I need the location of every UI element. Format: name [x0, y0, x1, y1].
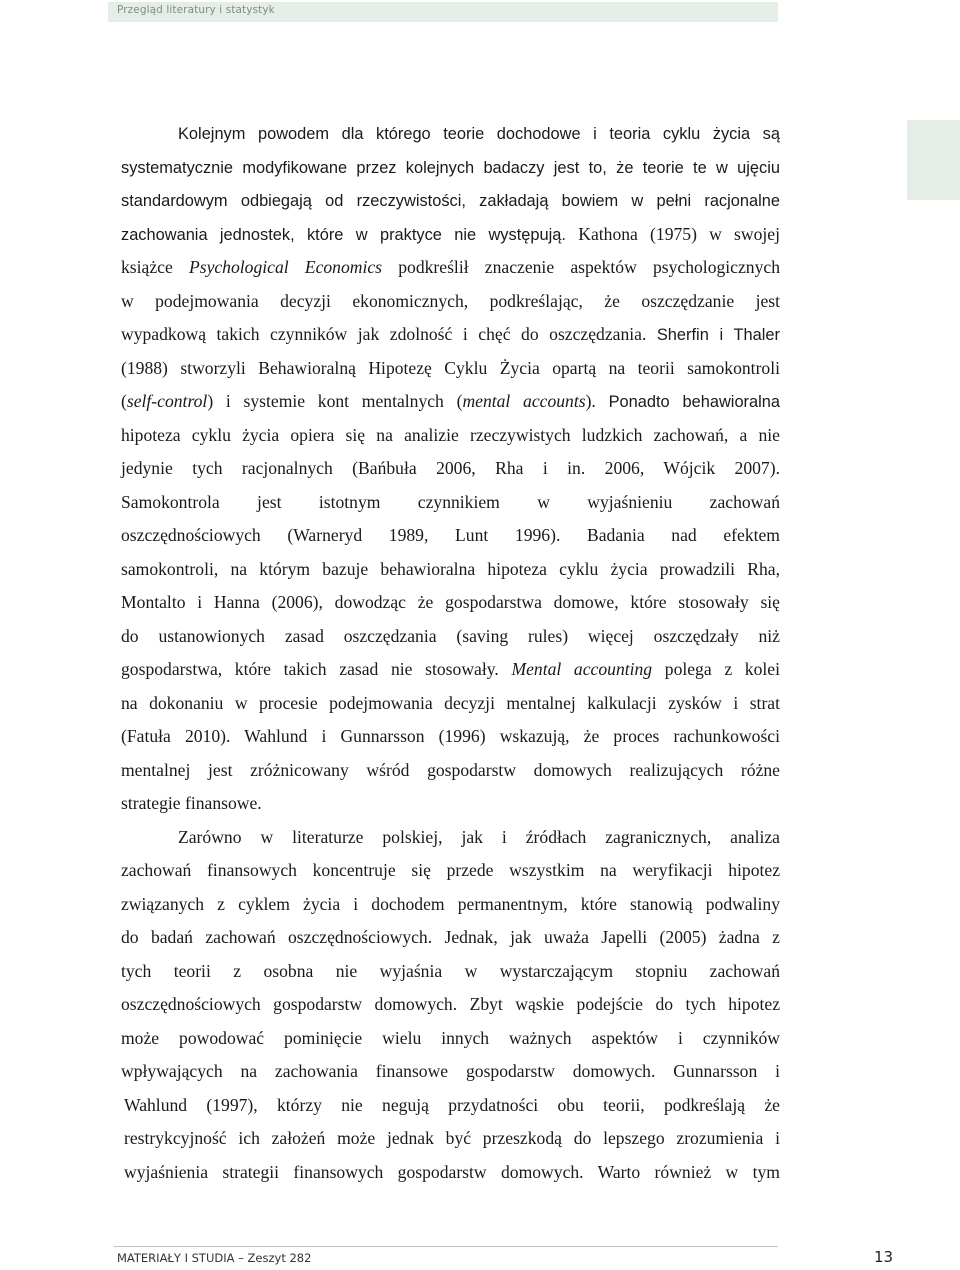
- body-text: [121, 117, 780, 1189]
- text-line: do ustanowionych zasad oszczędzania (saving rules) więcej oszczędzały niż: [121, 625, 780, 646]
- paragraph-2: [121, 821, 780, 1190]
- text-line: Kolejnym powodem dla którego teorie dochodowe i teoria cyklu życia są: [178, 125, 780, 143]
- text-line: hipoteza cyklu życia opiera się na analizie rzeczywistych ludzkich zachowań, a nie: [121, 424, 780, 445]
- text-line: może powodować pominięcie wielu innych ważnych aspektów i czynników: [121, 1027, 780, 1048]
- text-line: do badań zachowań oszczędnościowych. Jednak, jak uważa Japelli (2005) żadna z: [121, 927, 780, 947]
- text-line: standardowym odbiegają od rzeczywistości, zakładają bowiem w pełni racjonalne: [121, 192, 780, 210]
- text-line: tych teorii z osobna nie wyjaśnia w wystarczającym stopniu zachowań: [121, 960, 780, 981]
- text-line: zachowań finansowych koncentruje się przede wszystkim na weryfikacji hipotez: [121, 860, 780, 880]
- text-line: samokontroli, na którym bazuje behawioralna hipoteza cyklu życia prowadzili Rha,: [121, 558, 780, 579]
- text-line: w podejmowania decyzji ekonomicznych, podkreślając, że oszczędzanie jest: [121, 290, 780, 311]
- text-line: Montalto i Hanna (2006), dowodząc że gospodarstwa domowe, które stosowały się: [121, 592, 780, 612]
- text-line: oszczędnościowych (Warneryd 1989, Lunt 1996). Badania nad efektem: [121, 525, 780, 545]
- text-line: wpływających na zachowania finansowe gospodarstw domowych. Gunnarsson i: [121, 1061, 780, 1081]
- text-line: książce Psychological Economics podkreślił znaczenie aspektów psychologicznych: [121, 257, 780, 277]
- page-number: 13: [874, 1248, 894, 1266]
- text-line: (1988) stworzyli Behawioralną Hipotezę Cyklu Życia opartą na teorii samokontroli: [121, 357, 780, 378]
- text-line: wypadkową takich czynników jak zdolność i chęć do oszczędzania. Sherfin i Thaler: [121, 324, 780, 344]
- text-line: jedynie tych racjonalnych (Bańbuła 2006, Rha i in. 2006, Wójcik 2007).: [121, 458, 780, 478]
- text-line: oszczędnościowych gospodarstw domowych. Zbyt wąskie podejście do tych hipotez: [121, 994, 780, 1014]
- text-line: zachowania jednostek, które w praktyce nie występują. Kathona (1975) w swojej: [121, 223, 780, 244]
- text-line: wyjaśnienia strategii finansowych gospodarstw domowych. Warto również w tym: [124, 1161, 780, 1182]
- text-line: Samokontrola jest istotnym czynnikiem w wyjaśnieniu zachowań: [121, 491, 780, 512]
- text-line: strategie finansowe.: [121, 793, 262, 813]
- footer-journal: MATERIAŁY I STUDIA – Zeszyt 282: [117, 1251, 312, 1265]
- text-line: związanych z cyklem życia i dochodem permanentnym, które stanowią podwaliny: [121, 893, 780, 914]
- text-line: na dokonaniu w procesie podejmowania decyzji mentalnej kalkulacji zysków i strat: [121, 692, 780, 713]
- text-line: mentalnej jest zróżnicowany wśród gospodarstw domowych realizujących różne: [121, 759, 780, 780]
- running-header-title: Przegląd literatury i statystyk: [117, 4, 275, 16]
- footer-rule: [114, 1246, 778, 1247]
- text-line: restrykcyjność ich założeń może jednak być przeszkodą do lepszego zrozumienia i: [124, 1128, 780, 1148]
- text-line: Zarówno w literaturze polskiej, jak i źródłach zagranicznych, analiza: [178, 826, 780, 847]
- text-line: (Fatuła 2010). Wahlund i Gunnarsson (1996) wskazują, że proces rachunkowości: [121, 726, 780, 746]
- text-line: gospodarstwa, które takich zasad nie stosowały. Mental accounting polega z kolei: [121, 659, 780, 679]
- text-line: (self-control) i systemie kont mentalnych (mental accounts). Ponadto behawioralna: [121, 391, 781, 411]
- text-line: Wahlund (1997), którzy nie negują przydatności obu teorii, podkreślają że: [124, 1094, 780, 1115]
- side-tab-marker: [907, 120, 960, 200]
- text-line: systematycznie modyfikowane przez kolejnych badaczy jest to, że teorie te w ujęciu: [121, 158, 780, 177]
- paragraph-1: [121, 117, 780, 821]
